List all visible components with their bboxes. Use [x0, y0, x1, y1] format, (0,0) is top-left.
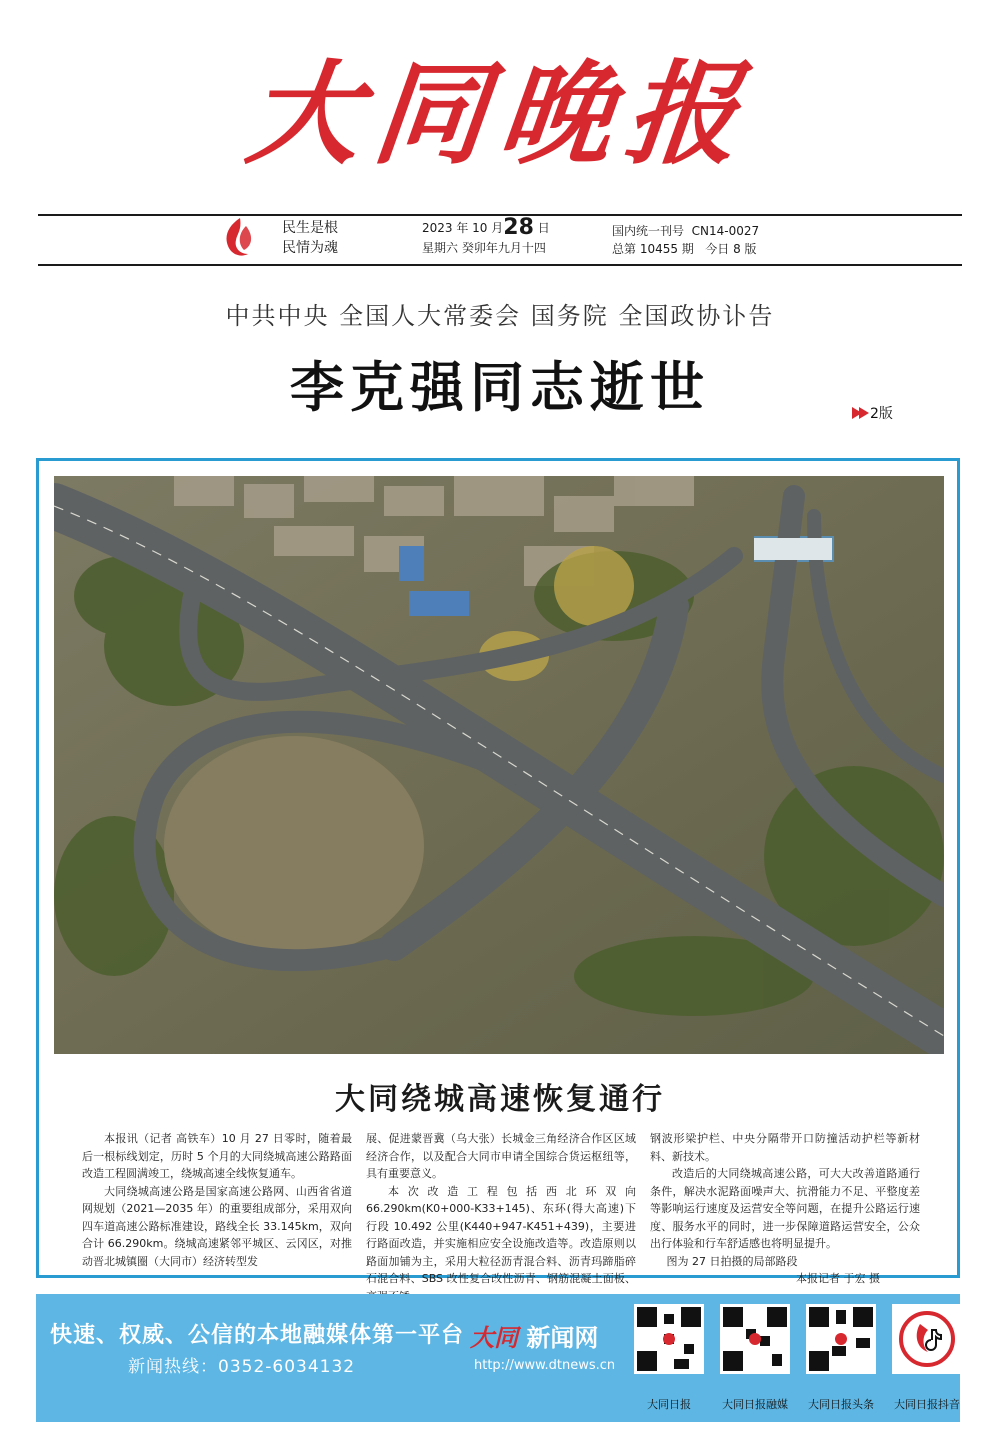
photo-caption: 图为 27 日拍摄的局部路段: [666, 1254, 798, 1268]
arrow-right-icon: [859, 407, 869, 419]
story-paragraph: 本报讯（记者 高铁车）10 月 27 日零时，随着最后一根标线划定，历时 5 个月的大同绕城高速公路路面改造工程圆满竣工，绕城高速全线恢复通车。: [82, 1132, 352, 1180]
news-site-brand: [470, 1318, 598, 1353]
issn: CN14-0027: [691, 224, 760, 238]
page-reference-link[interactable]: [852, 403, 893, 423]
masthead-title: 大同晚报: [241, 49, 759, 180]
issue-number: 总第 10455 期: [612, 242, 694, 256]
flame-logo-icon: [218, 216, 258, 260]
story-paragraph: 展、促进蒙晋冀（乌大张）长城金三角经济合作区区域经济合作，以及配合大同市申请全国综合货运枢纽等，具有重要意义。: [366, 1132, 636, 1180]
story-paragraph: 大同绕城高速公路是国家高速公路网、山西省省道网规划（2021—2035 年）的重要组成部分，采用双向四车道高速公路标准建设，路线全长 33.145km，双向合计 66.290km。绕城高速紧邻平城区、云冈区，对推动晋北城镇圈（大同市）经济转型发: [82, 1184, 352, 1268]
story-paragraph: 本次改造工程包括西北环双向 66.290km(K0+000-K33+145)、东环(得大高速)下行段 10.492 公里(K440+947-K451+439)，主要进行路面改造，并实施相应安全设施改造等。改造原则以路面加铺为主，采用大粒径沥青混合料、沥青玛蹄脂碎石混合料、SBS 改性复合改性沥青、钢筋混凝土面板、: [366, 1184, 636, 1285]
story-column-3: [650, 1130, 920, 1288]
slogan-line-1: 民生是根: [282, 220, 338, 236]
brand-name: 新闻网: [526, 1324, 599, 1352]
highway-interchange-photo: [54, 476, 944, 1054]
news-hotline: 新闻热线：0352-6034132: [128, 1357, 356, 1377]
qr-label: 大同日报头条: [808, 1398, 874, 1411]
date-suffix: 日: [537, 221, 550, 235]
qr-code-icon[interactable]: [720, 1304, 790, 1374]
story-paragraph: 钢波形梁护栏、中央分隔带开口防撞活动护栏等新材料、新技术。: [650, 1132, 920, 1163]
header-slogan: [282, 218, 338, 258]
qr-label: 大同日报: [647, 1398, 691, 1411]
publication-info: [612, 222, 759, 258]
date-prefix: 2023 年 10 月: [422, 221, 504, 235]
qr-code-icon[interactable]: [634, 1304, 704, 1374]
issue-date: [422, 215, 550, 258]
qr-label: 大同日报抖音: [894, 1398, 960, 1411]
brand-red-part: 大同: [470, 1323, 518, 1352]
story-column-1: [82, 1130, 352, 1270]
header-top-rule: [38, 214, 962, 216]
page-reference-label: 2版: [870, 406, 893, 422]
lead-subhead: 中共中央 全国人大常委会 国务院 全国政协讣告: [225, 302, 775, 330]
lead-headline: 李克强同志逝世: [290, 356, 710, 419]
story-column-2: [366, 1130, 636, 1305]
story-title: 大同绕城高速恢复通行: [335, 1082, 665, 1117]
qr-label: 大同日报融媒: [722, 1398, 788, 1411]
header-bottom-rule: [38, 264, 962, 266]
date-day: 28: [503, 215, 534, 240]
issn-label: 国内统一刊号: [612, 224, 685, 238]
slogan-line-2: 民情为魂: [282, 240, 338, 256]
qr-code-icon[interactable]: [806, 1304, 876, 1374]
story-paragraph: 改造后的大同绕城高速公路，可大大改善道路通行条件，解决水泥路面噪声大、抗滑能力不足、平整度差等影响运行速度及运营安全等问题，在提升公路运行速度、服务水平的同时，进一步保障道路运营安全，公众出行体验和行车舒适感也将明显提升。: [650, 1167, 920, 1250]
footer-slogan: 快速、权威、公信的本地融媒体第一平台: [50, 1323, 465, 1348]
photo-credit: 本报记者 于宏 摄: [796, 1272, 880, 1285]
page-count: 今日 8 版: [705, 242, 757, 256]
douyin-logo-icon[interactable]: [892, 1304, 962, 1374]
site-url-link[interactable]: http://www.dtnews.cn: [474, 1358, 616, 1373]
weekday-lunar: 星期六 癸卯年九月十四: [422, 241, 546, 255]
